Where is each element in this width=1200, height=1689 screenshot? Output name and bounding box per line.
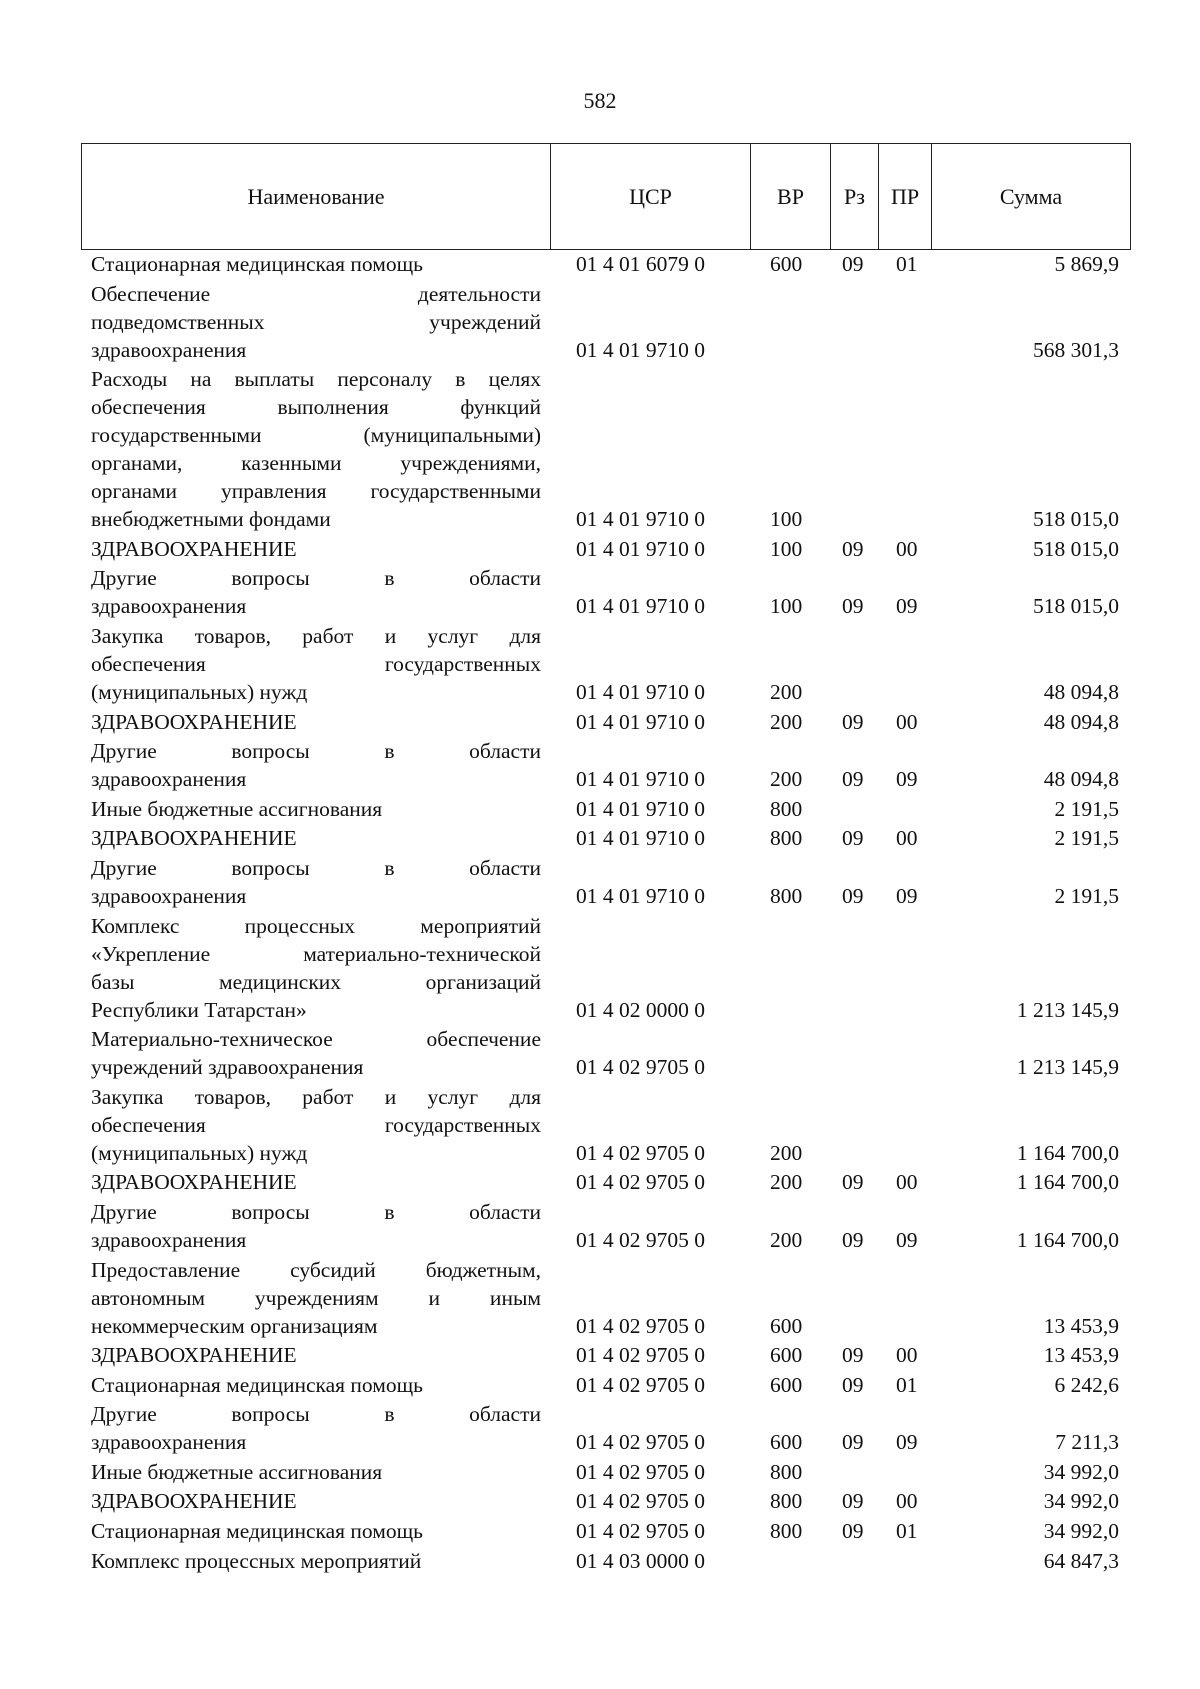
- table-row: [0, 1371, 1200, 1401]
- row-pr: 00: [896, 536, 918, 561]
- row-rz: 09: [842, 1227, 864, 1252]
- row-name-line: здравоохранения: [91, 767, 247, 792]
- row-name: [91, 280, 541, 364]
- table-row: [0, 824, 1200, 854]
- row-name-line: Стационарная медицинская помощь: [91, 252, 423, 276]
- row-name-line: Комплекс процессных мероприятий: [91, 913, 541, 938]
- row-name-line: Стационарная медицинская помощь: [91, 1519, 423, 1544]
- header-pr: ПР: [879, 144, 932, 250]
- row-csr: 01 4 02 9705 0: [576, 1430, 705, 1455]
- row-name-line: Расходы на выплаты персоналу в целях: [91, 367, 541, 392]
- row-vr: 600: [770, 1372, 803, 1397]
- row-name: [91, 564, 541, 620]
- row-name: [91, 1517, 541, 1545]
- table-row: [0, 1256, 1200, 1342]
- row-rz: 09: [842, 1372, 864, 1397]
- row-name: [91, 1341, 541, 1369]
- row-vr: 200: [770, 1140, 803, 1165]
- row-csr: 01 4 01 9710 0: [576, 767, 705, 792]
- row-name: [91, 912, 541, 1024]
- row-name-line: здравоохранения: [91, 594, 247, 619]
- row-name-line: некоммерческим организациям: [91, 1313, 378, 1338]
- row-pr: 01: [896, 252, 918, 276]
- row-rz: 09: [842, 594, 864, 619]
- row-rz: 09: [842, 826, 864, 851]
- row-name: [91, 1487, 541, 1515]
- row-rz: 09: [842, 536, 864, 561]
- row-sum: 13 453,9: [1043, 1313, 1119, 1338]
- row-csr: 01 4 02 9705 0: [576, 1170, 705, 1195]
- row-csr: 01 4 01 9710 0: [576, 709, 705, 734]
- row-sum: 1 213 145,9: [1016, 997, 1119, 1022]
- table-row: [0, 250, 1200, 280]
- row-sum: 1 164 700,0: [1016, 1140, 1119, 1165]
- row-name-line: обеспечения государственных: [91, 651, 541, 676]
- row-csr: 01 4 02 9705 0: [576, 1519, 705, 1544]
- row-name-line: Другие вопросы в области: [91, 855, 541, 880]
- row-name-line: органами, казенными учреждениями,: [91, 451, 541, 476]
- row-name-line: государственными (муниципальными): [91, 423, 541, 448]
- row-name-line: (муниципальных) нужд: [91, 679, 308, 704]
- row-name: [91, 854, 541, 910]
- row-name-line: Комплекс процессных мероприятий: [91, 1548, 422, 1573]
- row-sum: 48 094,8: [1043, 709, 1119, 734]
- row-name-line: здравоохранения: [91, 1227, 247, 1252]
- row-pr: 09: [896, 594, 918, 619]
- row-csr: 01 4 01 9710 0: [576, 594, 705, 619]
- table-row: [0, 1487, 1200, 1517]
- table-row: [0, 912, 1200, 1026]
- row-name-line: ЗДРАВООХРАНЕНИЕ: [91, 709, 297, 734]
- row-name: [91, 250, 541, 278]
- row-name-line: ЗДРАВООХРАНЕНИЕ: [91, 826, 297, 851]
- table-row: [0, 1198, 1200, 1256]
- row-name-line: Другие вопросы в области: [91, 739, 541, 764]
- row-sum: 2 191,5: [1054, 826, 1119, 851]
- row-pr: 00: [896, 1170, 918, 1195]
- row-name-line: внебюджетными фондами: [91, 507, 331, 532]
- row-sum: 518 015,0: [1033, 536, 1119, 561]
- row-name: [91, 824, 541, 852]
- row-rz: 09: [842, 1430, 864, 1455]
- row-csr: 01 4 01 9710 0: [576, 536, 705, 561]
- row-name-line: здравоохранения: [91, 883, 247, 908]
- row-sum: 1 213 145,9: [1016, 1055, 1119, 1080]
- row-pr: 00: [896, 1343, 918, 1368]
- table-row: [0, 1517, 1200, 1547]
- row-pr: 01: [896, 1519, 918, 1544]
- row-name-line: базы медицинских организаций: [91, 969, 541, 994]
- row-name-line: ЗДРАВООХРАНЕНИЕ: [91, 536, 297, 561]
- row-name: [91, 1083, 541, 1167]
- row-name-line: ЗДРАВООХРАНЕНИЕ: [91, 1343, 297, 1368]
- row-vr: 600: [770, 1430, 803, 1455]
- row-csr: 01 4 02 0000 0: [576, 997, 705, 1022]
- row-name: [91, 1198, 541, 1254]
- row-name-line: здравоохранения: [91, 1430, 247, 1455]
- row-csr: 01 4 02 9705 0: [576, 1227, 705, 1252]
- row-name-line: обеспечения выполнения функций: [91, 395, 541, 420]
- row-sum: 5 869,9: [1054, 252, 1119, 276]
- row-csr: 01 4 01 9710 0: [576, 679, 705, 704]
- header-csr: ЦСР: [551, 144, 751, 250]
- table-row: [0, 1400, 1200, 1458]
- table-row: [0, 1168, 1200, 1198]
- header-sum: Сумма: [932, 144, 1131, 250]
- row-rz: 09: [842, 1170, 864, 1195]
- row-name-line: Закупка товаров, работ и услуг для: [91, 623, 541, 648]
- row-csr: 01 4 02 9705 0: [576, 1372, 705, 1397]
- row-rz: 09: [842, 252, 864, 276]
- row-rz: 09: [842, 1519, 864, 1544]
- row-vr: 200: [770, 1170, 803, 1195]
- row-name-line: «Укрепление материально-технической: [91, 941, 541, 966]
- row-vr: 200: [770, 679, 803, 704]
- row-vr: 600: [770, 252, 803, 276]
- row-rz: 09: [842, 767, 864, 792]
- table-row: [0, 737, 1200, 795]
- table-row: [0, 1083, 1200, 1169]
- table-row: [0, 1025, 1200, 1083]
- table-row: [0, 535, 1200, 565]
- row-vr: 800: [770, 796, 803, 821]
- row-vr: 200: [770, 1227, 803, 1252]
- table-row: [0, 1341, 1200, 1371]
- header-vr: ВР: [751, 144, 831, 250]
- header-rz: Рз: [831, 144, 879, 250]
- row-sum: 518 015,0: [1033, 507, 1119, 532]
- row-name-line: Обеспечение деятельности: [91, 281, 541, 306]
- row-sum: 13 453,9: [1043, 1343, 1119, 1368]
- row-rz: 09: [842, 709, 864, 734]
- row-name: [91, 1371, 541, 1399]
- table-row: [0, 708, 1200, 738]
- row-name: [91, 1400, 541, 1456]
- row-name-line: учреждений здравоохранения: [91, 1055, 364, 1080]
- table-row: [0, 280, 1200, 366]
- table-row: [0, 622, 1200, 708]
- row-csr: 01 4 02 9705 0: [576, 1055, 705, 1080]
- table-row: [0, 795, 1200, 825]
- row-sum: 6 242,6: [1054, 1372, 1119, 1397]
- row-name: [91, 1025, 541, 1081]
- row-sum: 48 094,8: [1043, 767, 1119, 792]
- row-name-line: органами управления государственными: [91, 479, 541, 504]
- row-csr: 01 4 02 9705 0: [576, 1489, 705, 1514]
- row-vr: 800: [770, 883, 803, 908]
- row-name: [91, 708, 541, 736]
- row-name-line: Закупка товаров, работ и услуг для: [91, 1084, 541, 1109]
- row-name: [91, 737, 541, 793]
- page-number: 582: [583, 88, 617, 113]
- table-row: [0, 1458, 1200, 1488]
- row-pr: 01: [896, 1372, 918, 1397]
- row-vr: 100: [770, 594, 803, 619]
- row-sum: 34 992,0: [1043, 1489, 1119, 1514]
- row-csr: 01 4 01 9710 0: [576, 796, 705, 821]
- row-sum: 1 164 700,0: [1016, 1227, 1119, 1252]
- row-name-line: Иные бюджетные ассигнования: [91, 1459, 383, 1484]
- row-csr: 01 4 02 9705 0: [576, 1343, 705, 1368]
- row-pr: 09: [896, 883, 918, 908]
- row-name-line: здравоохранения: [91, 337, 247, 362]
- row-sum: 568 301,3: [1033, 337, 1119, 362]
- row-rz: 09: [842, 1489, 864, 1514]
- table-row: [0, 854, 1200, 912]
- row-vr: 200: [770, 767, 803, 792]
- row-csr: 01 4 01 9710 0: [576, 883, 705, 908]
- row-pr: 09: [896, 767, 918, 792]
- row-csr: 01 4 03 0000 0: [576, 1548, 705, 1573]
- row-name-line: Стационарная медицинская помощь: [91, 1372, 423, 1397]
- row-name-line: Другие вопросы в области: [91, 566, 541, 591]
- row-csr: 01 4 02 9705 0: [576, 1459, 705, 1484]
- row-vr: 800: [770, 1459, 803, 1484]
- table-body: [0, 250, 1200, 1576]
- row-pr: 00: [896, 1489, 918, 1514]
- row-name-line: Иные бюджетные ассигнования: [91, 796, 383, 821]
- row-name-line: подведомственных учреждений: [91, 309, 541, 334]
- row-vr: 200: [770, 709, 803, 734]
- row-rz: 09: [842, 883, 864, 908]
- row-name-line: ЗДРАВООХРАНЕНИЕ: [91, 1489, 297, 1514]
- row-sum: 1 164 700,0: [1016, 1170, 1119, 1195]
- row-pr: 09: [896, 1430, 918, 1455]
- row-name-line: Предоставление субсидий бюджетным,: [91, 1257, 541, 1282]
- row-sum: 34 992,0: [1043, 1459, 1119, 1484]
- row-sum: 518 015,0: [1033, 594, 1119, 619]
- table-header: [81, 143, 1131, 250]
- row-vr: 800: [770, 826, 803, 851]
- row-name-line: Другие вопросы в области: [91, 1402, 541, 1427]
- row-vr: 100: [770, 507, 803, 532]
- row-sum: 34 992,0: [1043, 1519, 1119, 1544]
- table-row: [0, 564, 1200, 622]
- row-vr: 800: [770, 1489, 803, 1514]
- row-sum: 2 191,5: [1054, 883, 1119, 908]
- row-name-line: ЗДРАВООХРАНЕНИЕ: [91, 1170, 297, 1195]
- row-csr: 01 4 01 9710 0: [576, 337, 705, 362]
- row-name: [91, 622, 541, 706]
- row-sum: 2 191,5: [1054, 796, 1119, 821]
- row-name-line: (муниципальных) нужд: [91, 1140, 308, 1165]
- row-name-line: Республики Татарстан»: [91, 997, 307, 1022]
- row-name: [91, 1458, 541, 1486]
- row-csr: 01 4 02 9705 0: [576, 1140, 705, 1165]
- row-name: [91, 1256, 541, 1340]
- row-pr: 00: [896, 826, 918, 851]
- row-csr: 01 4 02 9705 0: [576, 1313, 705, 1338]
- row-vr: 100: [770, 536, 803, 561]
- row-name-line: автономным учреждениям и иным: [91, 1285, 541, 1310]
- table-row: [0, 365, 1200, 535]
- row-sum: 48 094,8: [1043, 679, 1119, 704]
- row-sum: 7 211,3: [1055, 1430, 1119, 1455]
- row-name: [91, 535, 541, 563]
- row-vr: 600: [770, 1313, 803, 1338]
- row-name: [91, 1168, 541, 1196]
- row-vr: 800: [770, 1519, 803, 1544]
- row-pr: 00: [896, 709, 918, 734]
- row-pr: 09: [896, 1227, 918, 1252]
- row-name: [91, 1547, 541, 1575]
- row-name-line: обеспечения государственных: [91, 1112, 541, 1137]
- row-name: [91, 795, 541, 823]
- row-vr: 600: [770, 1343, 803, 1368]
- table-row: [0, 1547, 1200, 1577]
- row-csr: 01 4 01 6079 0: [576, 252, 705, 276]
- row-sum: 64 847,3: [1043, 1548, 1119, 1573]
- row-rz: 09: [842, 1343, 864, 1368]
- row-csr: 01 4 01 9710 0: [576, 826, 705, 851]
- row-name-line: Другие вопросы в области: [91, 1199, 541, 1224]
- row-name-line: Материально-техническое обеспечение: [91, 1027, 541, 1052]
- header-name: Наименование: [82, 144, 551, 250]
- row-csr: 01 4 01 9710 0: [576, 507, 705, 532]
- row-name: [91, 365, 541, 533]
